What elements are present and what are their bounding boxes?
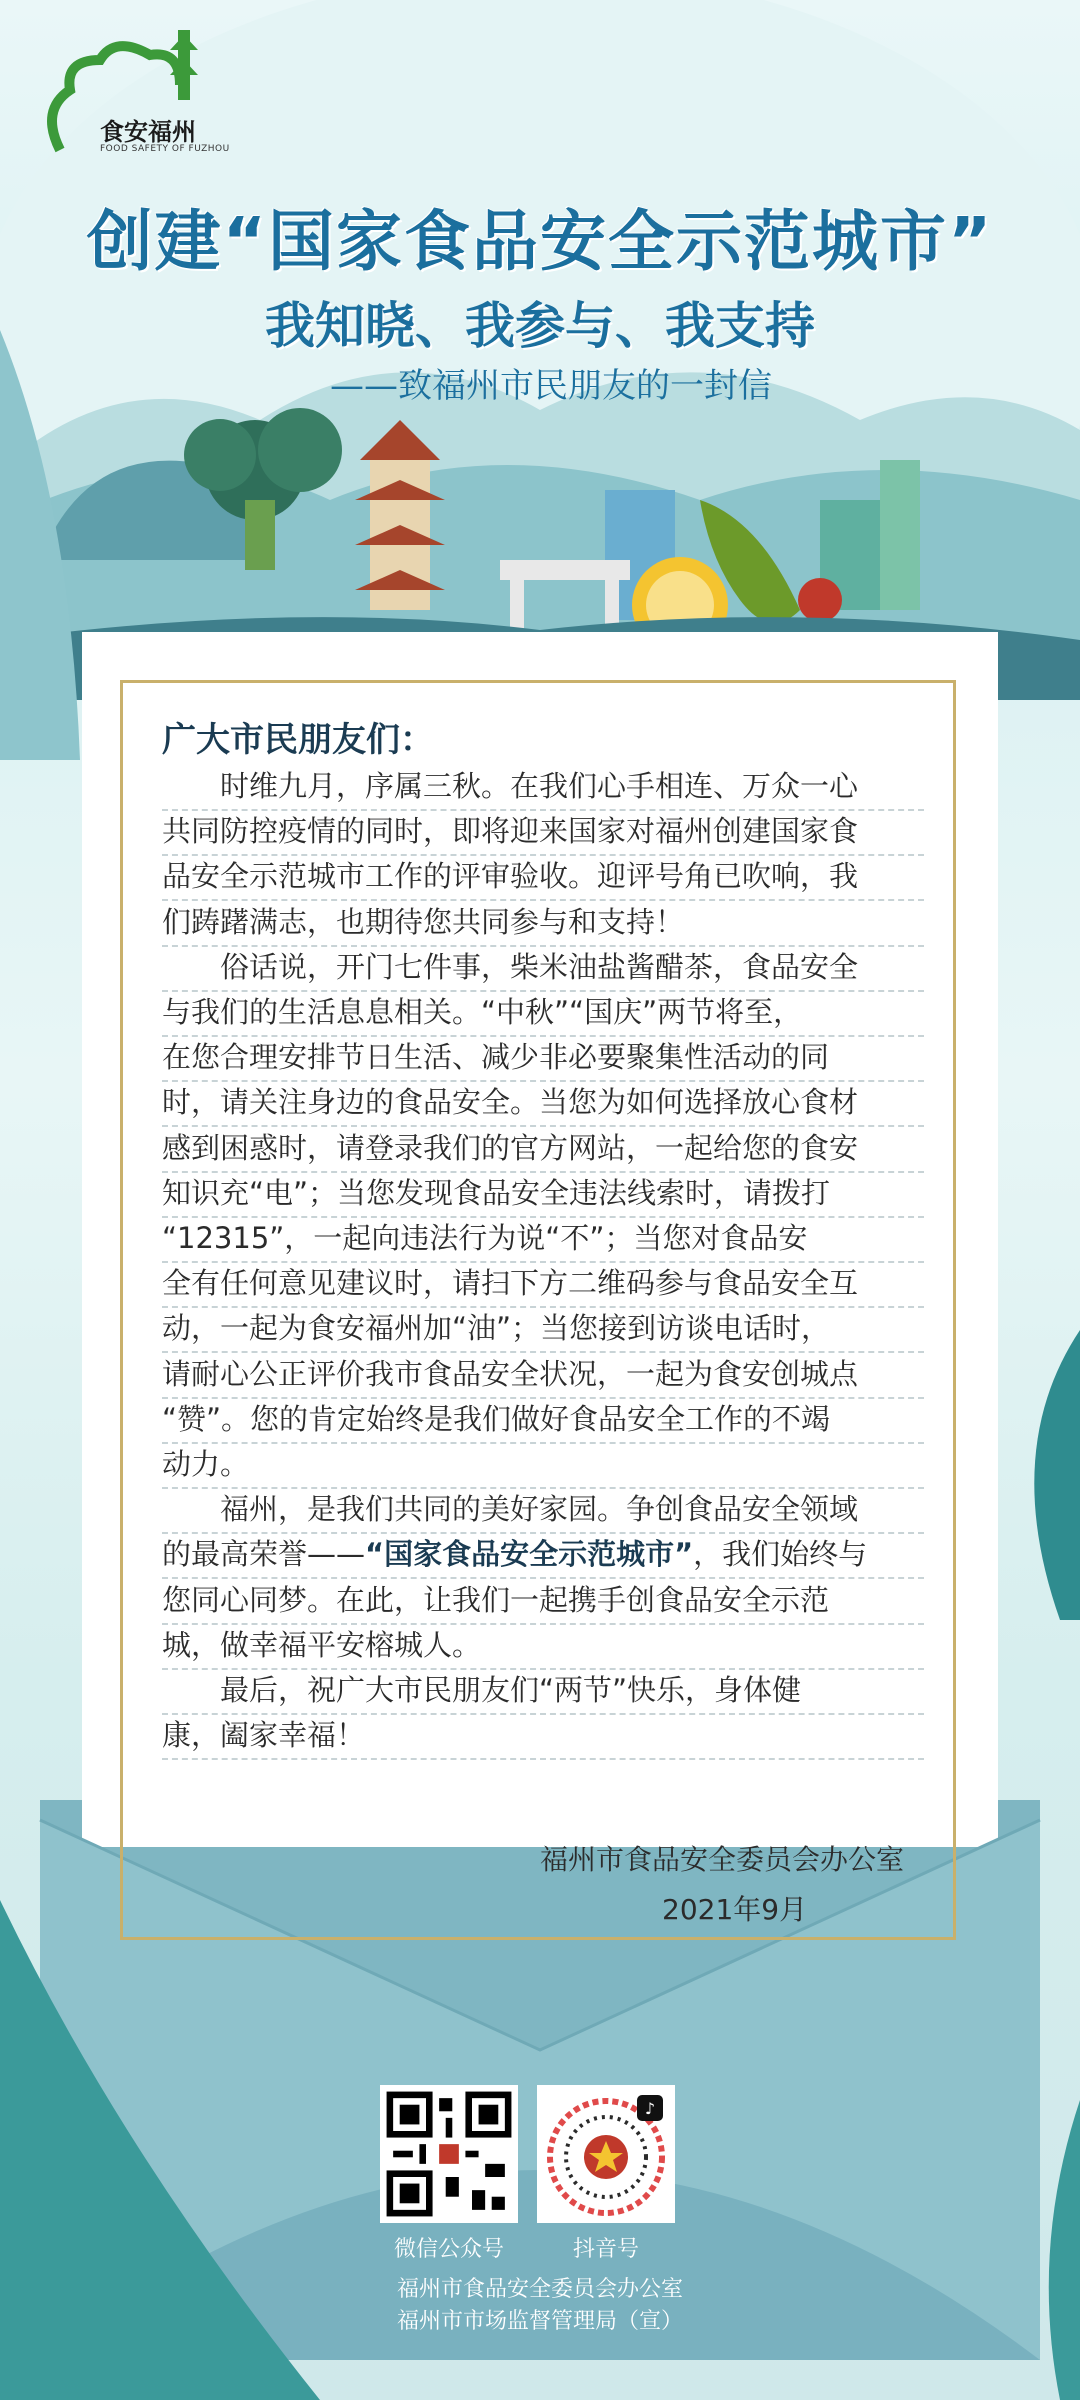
letter-line <box>162 1531 924 1579</box>
letter-line: 动力。 <box>162 1441 924 1489</box>
letter-line: 品安全示范城市工作的评审验收。迎评号角已吹响，我 <box>162 853 924 901</box>
douyin-code-icon <box>537 2085 675 2223</box>
footer-org-1: 福州市食品安全委员会办公室 <box>396 2277 683 2302</box>
letter-line: 动，一起为食安福州加“油”；当您接到访谈电话时， <box>162 1305 924 1353</box>
main-title: 创建“国家食品安全示范城市” <box>86 203 994 280</box>
letter-line: 与我们的生活息息相关。“中秋”“国庆”两节将至， <box>162 989 924 1037</box>
letter-line-text: 的最高荣誉—— <box>162 1537 366 1572</box>
letter-line: 城，做幸福平安榕城人。 <box>162 1622 924 1670</box>
letter-line: 感到困惑时，请登录我们的官方网站，一起给您的食安 <box>162 1125 924 1173</box>
letter-line: 全有任何意见建议时，请扫下方二维码参与食品安全互 <box>162 1260 924 1308</box>
letter-greeting: 广大市民朋友们： <box>162 720 434 760</box>
letter-line-text: ，我们始终与 <box>693 1537 868 1572</box>
letter-signature-date: 2021年9月 <box>662 1893 808 1926</box>
letter-line: 时，请关注身边的食品安全。当您为如何选择放心食材 <box>162 1079 924 1127</box>
svg-text:♪: ♪ <box>644 2099 656 2118</box>
letter-line: “赞”。您的肯定始终是我们做好食品安全工作的不竭 <box>162 1396 924 1444</box>
logo-text: 食安福州 <box>100 118 196 146</box>
letter-line: 请耐心公正评价我市食品安全状况，一起为食安创城点 <box>162 1351 924 1399</box>
letter-line: 您同心同梦。在此，让我们一起携手创食品安全示范 <box>162 1577 924 1625</box>
wechat-qr-code[interactable] <box>380 2085 518 2223</box>
letter-line: 最后，祝广大市民朋友们“两节”快乐，身体健 <box>162 1667 924 1715</box>
highlight-phrase: “国家食品安全示范城市” <box>365 1537 694 1572</box>
douyin-label: 抖音号 <box>572 2237 639 2262</box>
letter-line: 康，阖家幸福！ <box>162 1712 924 1760</box>
letter-line: 时维九月，序属三秋。在我们心手相连、万众一心 <box>162 763 924 811</box>
douyin-qr-code[interactable] <box>537 2085 675 2223</box>
wechat-label: 微信公众号 <box>393 2237 504 2262</box>
letter-line: 俗话说，开门七件事，柴米油盐酱醋茶，食品安全 <box>162 944 924 992</box>
footer-org-2: 福州市市场监督管理局（宣） <box>396 2309 683 2334</box>
letter-line: 知识充“电”；当您发现食品安全违法线索时，请拨打 <box>162 1170 924 1218</box>
letter-line: 们踌躇满志，也期待您共同参与和支持！ <box>162 899 924 947</box>
letter-line: 在您合理安排节日生活、减少非必要聚集性活动的同 <box>162 1034 924 1082</box>
letter-signature-org: 福州市食品安全委员会办公室 <box>540 1843 905 1876</box>
qr-code-icon <box>380 2085 518 2223</box>
letter-line: 福州，是我们共同的美好家园。争创食品安全领域 <box>162 1486 924 1534</box>
letter-line: “12315”，一起向违法行为说“不”；当您对食品安 <box>162 1215 924 1263</box>
logo-subtext: FOOD SAFETY OF FUZHOU <box>100 144 230 154</box>
subtitle: 我知晓、我参与、我支持 <box>265 297 815 355</box>
letter-title: ——致福州市民朋友的一封信 <box>330 366 772 406</box>
letter-line: 共同防控疫情的同时，即将迎来国家对福州创建国家食 <box>162 808 924 856</box>
